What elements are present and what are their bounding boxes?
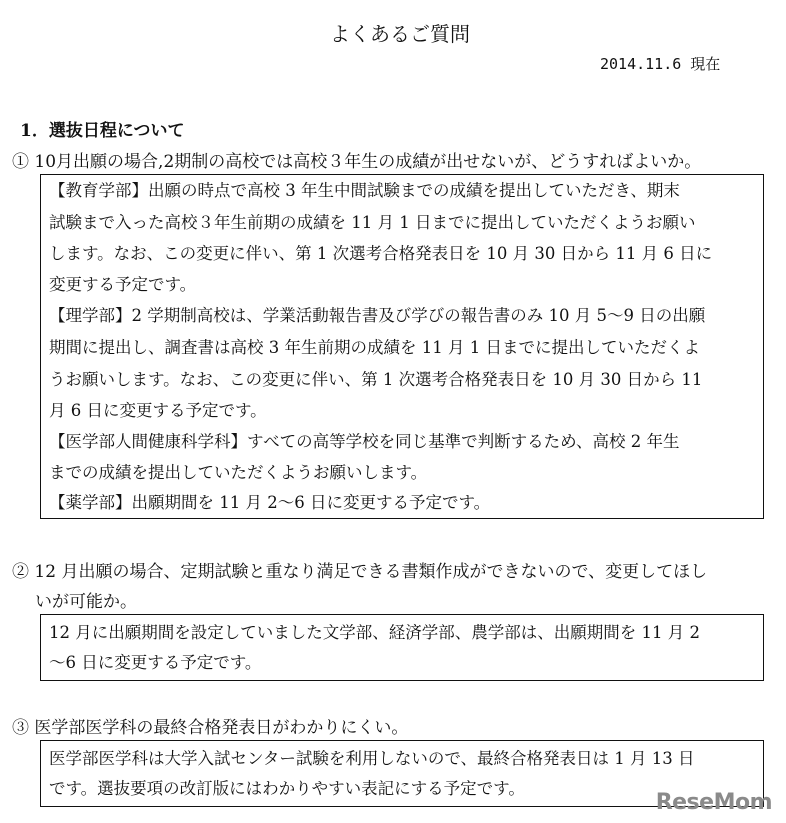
question-1: ① 10月出願の場合,2期制の高校では高校３年生の成績が出せないが、どうすればよいか。 [12,152,702,172]
answer-line: 【理学部】2 学期制高校は、学業活動報告書及び学びの報告書のみ 10 月 5～9 日の出願 [49,306,706,325]
answer-box-1 [40,174,764,519]
section-heading: 1．選抜日程について [20,121,185,141]
answer-line: うお願いします。なお、この変更に伴い、第 1 次選考合格発表日を 10 月 30 日から 11 [49,370,703,389]
answer-line: 【薬学部】出願期間を 11 月 2～6 日に変更する予定です。 [49,493,491,512]
answer-line: 医学部医学科は大学入試センター試験を利用しないので、最終合格発表日は 1 月 13 日 [49,749,695,768]
question-2: ② 12 月出願の場合、定期試験と重なり満足できる書類作成ができないので、変更してほし [12,562,708,582]
answer-line: 期間に提出し、調査書は高校 3 年生前期の成績を 11 月 1 日までに提出していただくよ [49,338,700,357]
answer-line: します。なお、この変更に伴い、第 1 次選考合格発表日を 10 月 30 日から 11 月 6 日に [49,244,713,263]
answer-line: ～6 日に変更する予定です。 [49,653,262,672]
resemom-watermark-logo: ReseMom [655,790,772,815]
answer-line: 変更する予定です。 [49,275,197,294]
answer-line: です。選抜要項の改訂版にはわかりやすい表記にする予定です。 [49,779,525,798]
as-of-date: 2014.11.6 現在 [600,55,721,73]
answer-line: までの成績を提出していただくようお願いします。 [49,463,428,482]
answer-line: 【医学部人間健康科学科】すべての高等学校を同じ基準で判断するため、高校 2 年生 [49,432,680,451]
answer-line: 【教育学部】出願の時点で高校 3 年生中間試験までの成績を提出していただき、期末 [49,181,680,200]
question-2-cont: いが可能か。 [35,592,137,612]
answer-line: 試験まで入った高校３年生前期の成績を 11 月 1 日までに提出していただくようお願い [49,213,696,232]
page-title: よくあるご質問 [330,22,470,46]
answer-line: 月 6 日に変更する予定です。 [49,401,267,420]
question-3: ③ 医学部医学科の最終合格発表日がわかりにくい。 [12,718,409,738]
answer-line: 12 月に出願期間を設定していました文学部、経済学部、農学部は、出願期間を 11 月 2 [49,623,700,642]
answer-box-2 [40,614,764,681]
